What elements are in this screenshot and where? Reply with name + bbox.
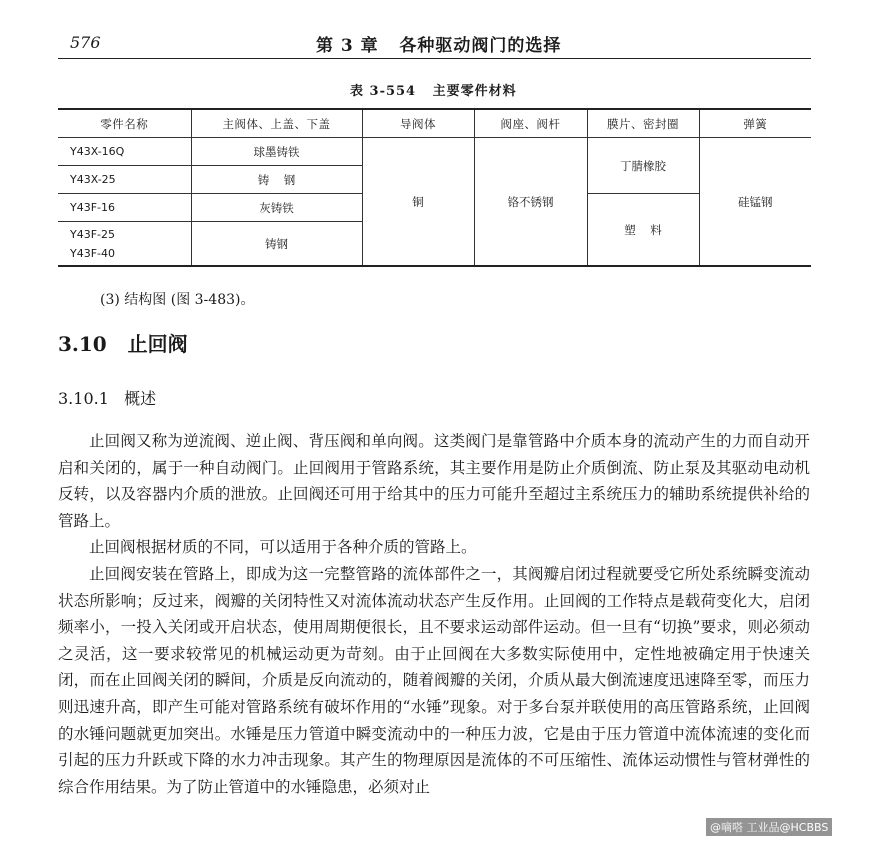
column-header: 导阀体 — [362, 109, 474, 138]
table-caption: 表 3-554 主要零件材料 — [350, 84, 517, 99]
model-cell: Y43X-25 — [58, 166, 191, 194]
model-cell: Y43X-16Q — [58, 138, 191, 166]
body-material-cell: 铸钢 — [191, 222, 362, 267]
paragraph: 止回阀安装在管路上，即成为这一完整管路的流体部件之一，其阀瓣启闭过程就要受它所处系统瞬变流动状态所影响；反过来，阀瓣的关闭特性又对流体流动状态产生反作用。止回阀的工作特点是载荷变化大，启闭频率小，一投入关闭或开启状态，使用周期便很长，且不要求运动部件运动。但一旦有“切换”要求，则必须动之灵活，这一要求较常见的机械运动更为苛刻。由于止回阀在大多数实际使用中，定性地被确定用于快速关闭，而在止回阀关闭的瞬间，介质是反向流动的，随着阀瓣的关闭，介质从最大倒流速度迅速降至零，而压力则迅速升高，即产生可能对管路系统有破坏作用的“水锤”现象。对于多台泵并联使用的高压管路系统，止回阀的水锤问题就更加突出。水锤是压力管道中瞬变流动中的一种压力波，它是由于压力管道中流体流速的变化而引起的压力升跃或下降的水力冲击现象。其产生的物理原因是流体的不可压缩性、流体运动惯性与管材弹性的综合作用结果。为了防止管道中的水锤隐患，必须对止 — [58, 564, 810, 796]
running-head: 第 3 章 各种驱动阀门的选择 — [316, 36, 562, 56]
column-header: 零件名称 — [58, 109, 191, 138]
model-name: Y43F-25 — [70, 227, 116, 241]
header-rule — [58, 58, 811, 59]
materials-table — [58, 108, 811, 267]
seat-stem-cell: 铬不锈钢 — [474, 138, 587, 267]
model-cell: Y43F-16 — [58, 194, 191, 222]
spring-cell: 硅锰钢 — [699, 138, 811, 267]
model-name: Y43F-40 — [70, 246, 116, 260]
column-header: 阀座、阀杆 — [474, 109, 587, 138]
diaphragm-rubber-cell: 丁腈橡胶 — [587, 138, 699, 194]
page-number: 576 — [70, 33, 101, 52]
diaphragm-plastic-cell: 塑 料 — [587, 194, 699, 267]
structure-figure-line: (3) 结构图 (图 3-483)。 — [100, 292, 255, 308]
section-title: 3.10 止回阀 — [58, 332, 188, 356]
model-cell — [58, 222, 191, 267]
body-text — [58, 428, 810, 800]
paragraph: 止回阀又称为逆流阀、逆止阀、背压阀和单向阀。这类阀门是靠管路中介质本身的流动产生的力而自动开启和关闭的，属于一种自动阀门。止回阀用于管路系统，其主要作用是防止介质倒流、防止泵及其驱动电动机反转，以及容器内介质的泄放。止回阀还可用于给其中的压力可能升至超过主系统压力的辅助系统提供补给的管路上。 — [58, 432, 810, 530]
watermark: @嘀嗒 工业品@HCBBS — [706, 818, 832, 836]
body-material-cell: 灰铸铁 — [191, 194, 362, 222]
column-header: 弹簧 — [699, 109, 811, 138]
subsection-title: 3.10.1 概述 — [58, 389, 157, 408]
table-header-row — [58, 109, 811, 138]
body-material-cell: 球墨铸铁 — [191, 138, 362, 166]
paragraph: 止回阀根据材质的不同，可以适用于各种介质的管路上。 — [89, 538, 477, 557]
column-header: 膜片、密封圈 — [587, 109, 699, 138]
table-row — [58, 138, 811, 166]
pilot-body-cell: 铜 — [362, 138, 474, 267]
body-material-cell: 铸 钢 — [191, 166, 362, 194]
column-header: 主阀体、上盖、下盖 — [191, 109, 362, 138]
